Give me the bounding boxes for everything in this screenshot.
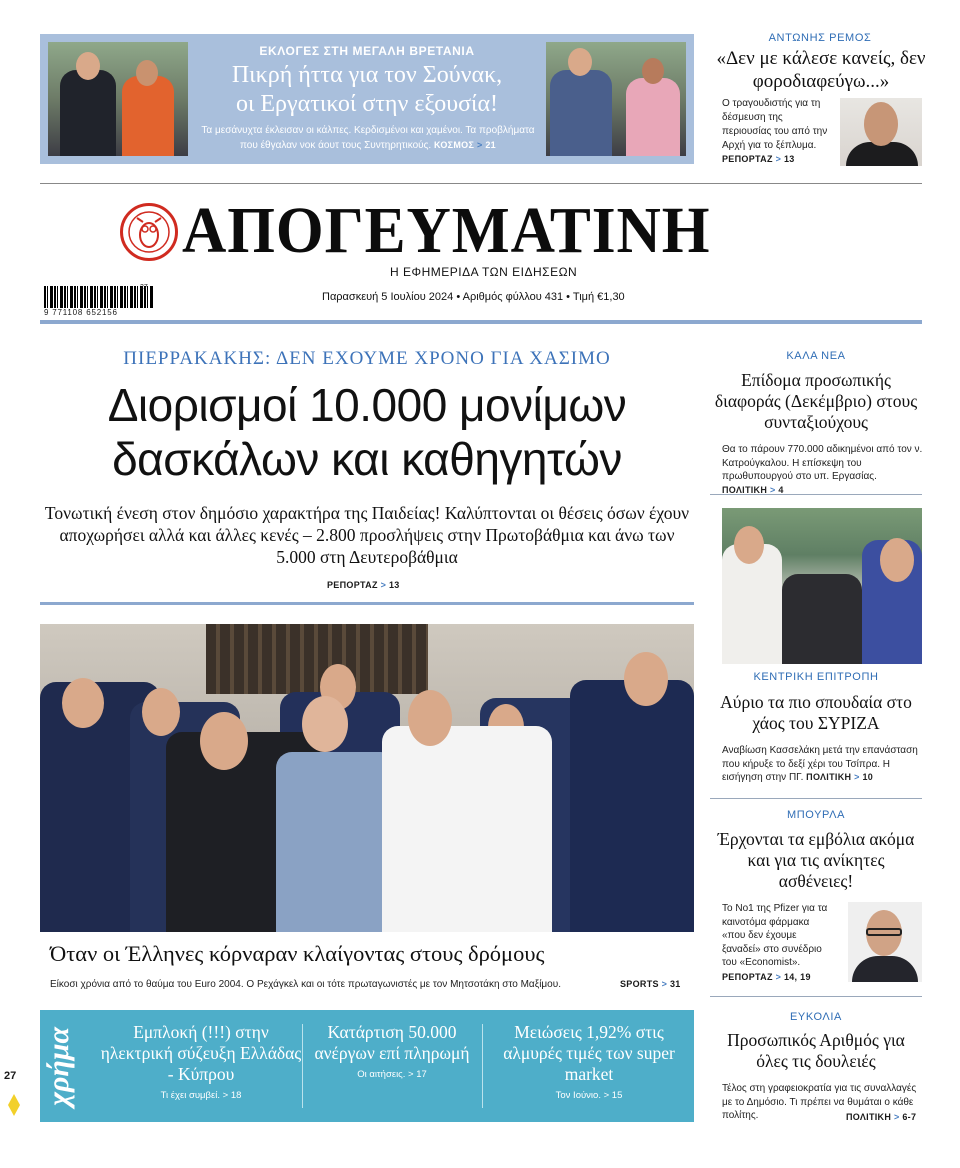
barcode-issue: 27 — [140, 284, 148, 291]
banner-photo-sunak — [48, 42, 188, 156]
dateline: Παρασκευή 5 Ιουλίου 2024 • Αριθμός φύλλου 431 • Τιμή €1,30 — [322, 291, 625, 303]
eykolia-ref[interactable]: ΠΟΛΙΤΙΚΗ > 6-7 — [846, 1112, 917, 1122]
masthead-tagline: Η ΕΦΗΜΕΡΙΔΑ ΤΩΝ ΕΙΔΗΣΕΩΝ — [390, 265, 578, 279]
syriza-text: Αναβίωση Κασσελάκη μετά την επανάσταση που κήρυξε το δεξί χέρι του Τσίπρα. Η εισήγηση στην ΠΓ. ΠΟΛΙΤΙΚΗ > 10 — [722, 745, 918, 783]
right-column-rule — [710, 494, 922, 495]
banner-ref[interactable]: ΚΟΣΜΟΣ > 21 — [433, 140, 496, 150]
strip-item-training[interactable]: Κατάρτιση 50.000 ανέργων επί πληρωμή Οι αιτήσεις. > 17 — [314, 1022, 470, 1080]
page-number: 27 — [4, 1070, 17, 1082]
remos-photo — [840, 98, 922, 166]
remos-text: Ο τραγουδιστής για τη δέσμευση της περιουσίας του από την Αρχή για το ξέπλυμα. — [722, 98, 828, 151]
eykolia-text: Τέλος στη γραφειοκρατία για τις συναλλαγές με το Δημόσιο. Τι πρέπει να θυμάται ο κάθε πολίτης. — [722, 1083, 917, 1121]
diamond-marker-icon — [8, 1094, 20, 1116]
bourla-portrait — [848, 902, 922, 982]
remos-kicker: ΑΝΤΩΝΗΣ ΡΕΜΟΣ — [768, 32, 872, 44]
lead-text: Τονωτική ένεση στον δημόσιο χαρακτήρα της Παιδείας! Καλύπτονται οι θέσεις όσων έχουν αποχωρήσει αλλά και άλλες κενές – 2.800 προσλήψεις στην Πρωτοβάθμια και άνω των 5.000 στη Δευτεροβάθμια — [44, 503, 690, 567]
syriza-title[interactable]: Αύριο τα πιο σπουδαία στο χάος του ΣΥΡΙΖΑ — [720, 692, 912, 733]
lead-bottom-rule — [40, 602, 694, 605]
kala-nea-title[interactable]: Επίδομα προσωπικής διαφοράς (Δεκέμβριο) στους συνταξιούχους — [714, 370, 918, 432]
banner-photo-starmer — [546, 42, 686, 156]
lead-ref[interactable]: ΡΕΠΟΡΤΑΖ > 13 — [327, 580, 400, 590]
kala-nea-kicker: ΚΑΛΑ ΝΕΑ — [786, 350, 846, 362]
syriza-kicker: ΚΕΝΤΡΙΚΗ ΕΠΙΤΡΟΠΗ — [753, 671, 879, 683]
strip-brand: χρήμα — [42, 1026, 75, 1106]
strip-divider — [302, 1024, 303, 1108]
bourla-text: Το Νο1 της Pfizer για τα καινοτόμα φάρμακα «που δεν έχουμε ξαναδεί» στο συνέδριο του «Economist». — [722, 903, 828, 968]
photo-story-ref[interactable]: SPORTS > 31 — [620, 979, 681, 989]
kasselakis-press-photo — [722, 508, 922, 664]
strip-item-supermarket[interactable]: Μειώσεις 1,92% στις αλμυρές τιμές των super market Τον Ιούνιο. > 15 — [503, 1022, 675, 1101]
barcode-bars — [44, 286, 154, 308]
kala-nea-text: Θα το πάρουν 770.000 αδικημένοι από τον ν. Κατρούγκαλου. Η επίσκεψη του πρωθυπουργού στο υπ. Εργασίας. ΠΟΛΙΤΙΚΗ > 4 — [722, 444, 923, 495]
kala-nea-ref[interactable]: ΠΟΛΙΤΙΚΗ > 4 — [722, 484, 784, 495]
photo-story-title[interactable]: Όταν οι Έλληνες κόρναραν κλαίγοντας στους δρόμους — [50, 941, 545, 966]
photo-door — [206, 624, 428, 694]
banner-text: Τα μεσάνυχτα έκλεισαν οι κάλπες. Κερδισμένοι και χαμένοι. Τα προβλήματα που έθγαλαν νοκ άουτ τους Συντηρητικούς. ΚΟΣΜΟΣ > 21 — [201, 125, 535, 151]
right-column-rule — [710, 996, 922, 997]
masthead-bottom-rule — [40, 320, 922, 324]
photo-story-text: Είκοσι χρόνια από το θαύμα του Euro 2004. Ο Ρεχάγκελ και οι τότε πρωταγωνιστές με τον Μητσοτάκη στο Μαξίμου. — [50, 979, 561, 990]
barcode — [44, 286, 154, 318]
owl-logo-icon — [120, 203, 178, 261]
euro2004-team-photo — [40, 624, 694, 932]
lead-kicker: ΠΙΕΡΡΑΚΑΚΗΣ: ΔΕΝ ΕΧΟΥΜΕ ΧΡΟΝΟ ΓΙΑ ΧΑΣΙΜΟ — [123, 348, 611, 369]
syriza-ref[interactable]: ΠΟΛΙΤΙΚΗ > 10 — [806, 772, 874, 782]
lead-headline[interactable]: Διορισμοί 10.000 μονίμων δασκάλων και καθηγητών — [107, 379, 627, 485]
money-section-strip — [40, 1010, 694, 1122]
bourla-kicker: ΜΠΟΥΡΛΑ — [786, 809, 846, 821]
uk-elections-banner[interactable] — [40, 34, 694, 164]
strip-divider — [482, 1024, 483, 1108]
newspaper-masthead: ΑΠΟΓΕΥΜΑΤΙΝΗ — [182, 194, 711, 267]
barcode-number: 9 771108 652156 — [44, 308, 118, 317]
bourla-title[interactable]: Έρχονται τα εμβόλια ακόμα και για τις ανίκητες ασθένειες! — [717, 829, 915, 891]
remos-quote[interactable]: «Δεν με κάλεσε κανείς, δεν φοροδιαφεύγω...» — [716, 48, 926, 92]
remos-ref[interactable]: ΡΕΠΟΡΤΑΖ > 13 — [722, 154, 795, 164]
bourla-ref[interactable]: ΡΕΠΟΡΤΑΖ > 14, 19 — [722, 972, 811, 982]
eykolia-kicker: ΕΥΚΟΛΙΑ — [790, 1011, 842, 1023]
banner-kicker: ΕΚΛΟΓΕΣ ΣΤΗ ΜΕΓΑΛΗ ΒΡΕΤΑΝΙΑ — [259, 44, 475, 58]
right-column-rule — [710, 798, 922, 799]
masthead-top-rule — [40, 183, 922, 184]
eykolia-title[interactable]: Προσωπικός Αριθμός για όλες τις δουλειές — [727, 1030, 905, 1071]
strip-item-cyprus[interactable]: Εμπλοκή (!!!) στην ηλεκτρική σύζευξη Ελλάδας - Κύπρου Τι έχει συμβεί. > 18 — [100, 1022, 302, 1101]
banner-title: Πικρή ήττα για τον Σούνακ, οι Εργατικοί στην εξουσία! — [231, 62, 503, 117]
